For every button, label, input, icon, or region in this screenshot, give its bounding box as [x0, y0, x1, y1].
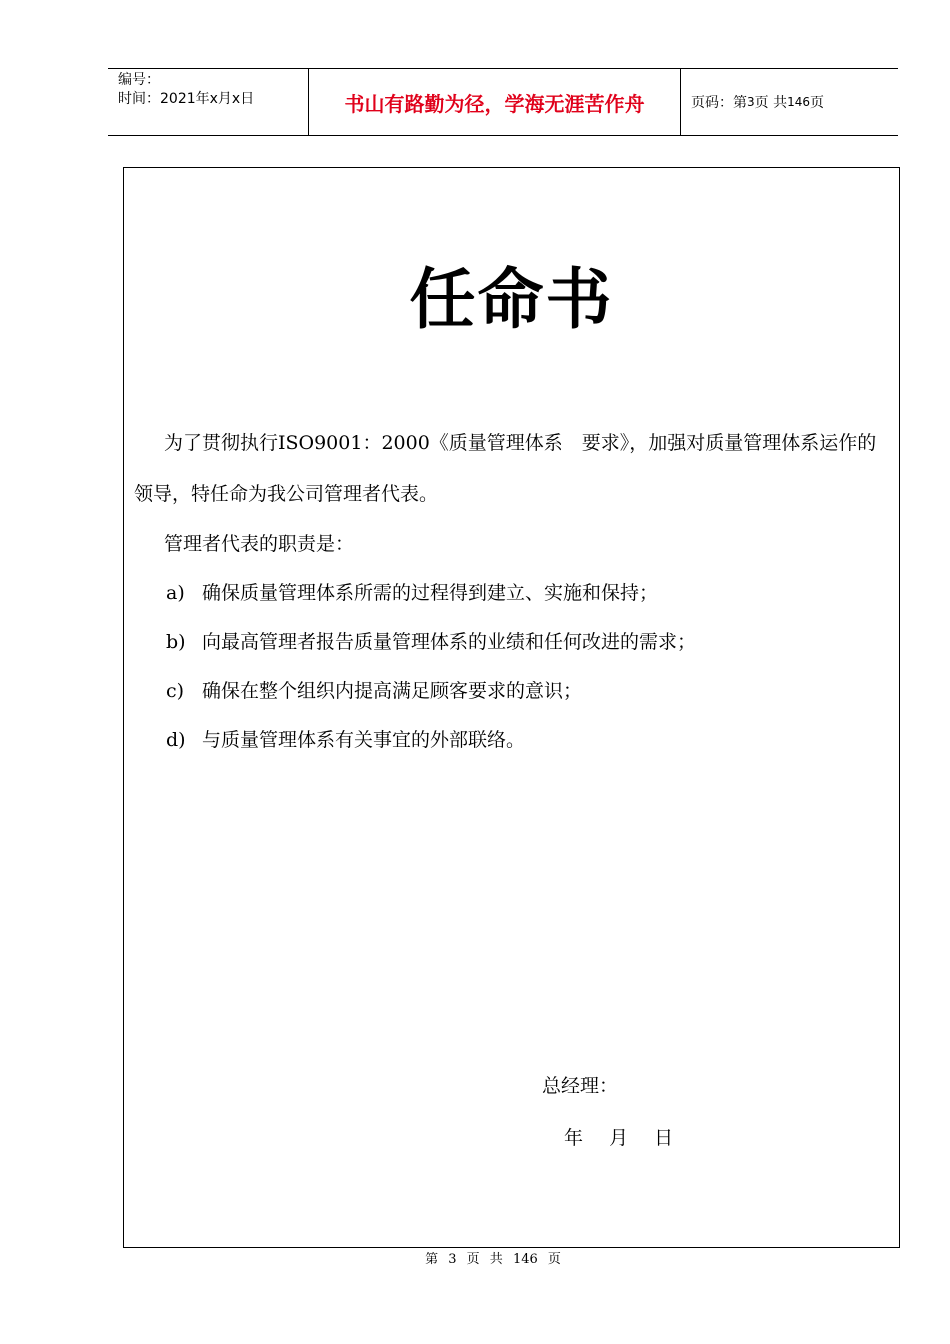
header-motto: 书山有路勤为径，学海无涯苦作舟	[309, 69, 681, 135]
list-text: 确保在整个组织内提高满足顾客要求的意识；	[202, 680, 583, 702]
header-page-info	[681, 69, 898, 135]
page-prefix: 页码：第	[691, 95, 747, 111]
time-label: 时间：2021年x月x日	[118, 91, 255, 107]
list-marker: a)	[166, 582, 185, 604]
list-text: 向最高管理者报告质量管理体系的业绩和任何改进的需求；	[202, 631, 697, 653]
page-footer	[0, 1248, 950, 1267]
list-item	[134, 667, 894, 716]
list-text: 确保质量管理体系所需的过程得到建立、实施和保持；	[202, 582, 659, 604]
list-text: 与质量管理体系有关事宜的外部联络。	[202, 729, 526, 751]
intro-paragraph: 为了贯彻执行ISO9001：2000《质量管理体系 要求》，加强对质量管理体系运作的领导，特任命为我公司管理者代表。	[134, 432, 877, 505]
footer-current: 3	[448, 1252, 457, 1267]
page-mid: 页 共	[754, 95, 788, 111]
page-current: 3	[747, 95, 755, 109]
list-item	[134, 716, 894, 765]
date-year: 年	[564, 1127, 584, 1149]
date-line	[564, 1126, 693, 1150]
footer-suffix: 页	[547, 1252, 561, 1267]
date-day: 日	[654, 1127, 674, 1149]
document-frame	[123, 167, 900, 1248]
serial-label: 编号：	[118, 72, 160, 88]
date-month: 月	[609, 1127, 629, 1149]
list-item	[134, 618, 894, 667]
page-total: 146	[787, 95, 810, 109]
list-marker: d)	[166, 729, 186, 751]
page-suffix: 页	[810, 95, 824, 111]
duty-list	[134, 569, 894, 765]
duty-heading: 管理者代表的职责是：	[164, 533, 355, 555]
footer-mid1: 页	[466, 1252, 480, 1267]
signer-label: 总经理：	[542, 1075, 619, 1097]
page-header	[108, 68, 898, 136]
document-title: 任命书	[409, 261, 614, 338]
list-item	[134, 569, 894, 618]
document-body	[134, 418, 894, 765]
list-marker: b)	[166, 631, 186, 653]
header-meta	[108, 69, 309, 135]
footer-prefix: 第	[425, 1252, 439, 1267]
footer-mid2: 共	[489, 1252, 503, 1267]
list-marker: c)	[166, 680, 185, 702]
footer-total: 146	[512, 1252, 538, 1267]
